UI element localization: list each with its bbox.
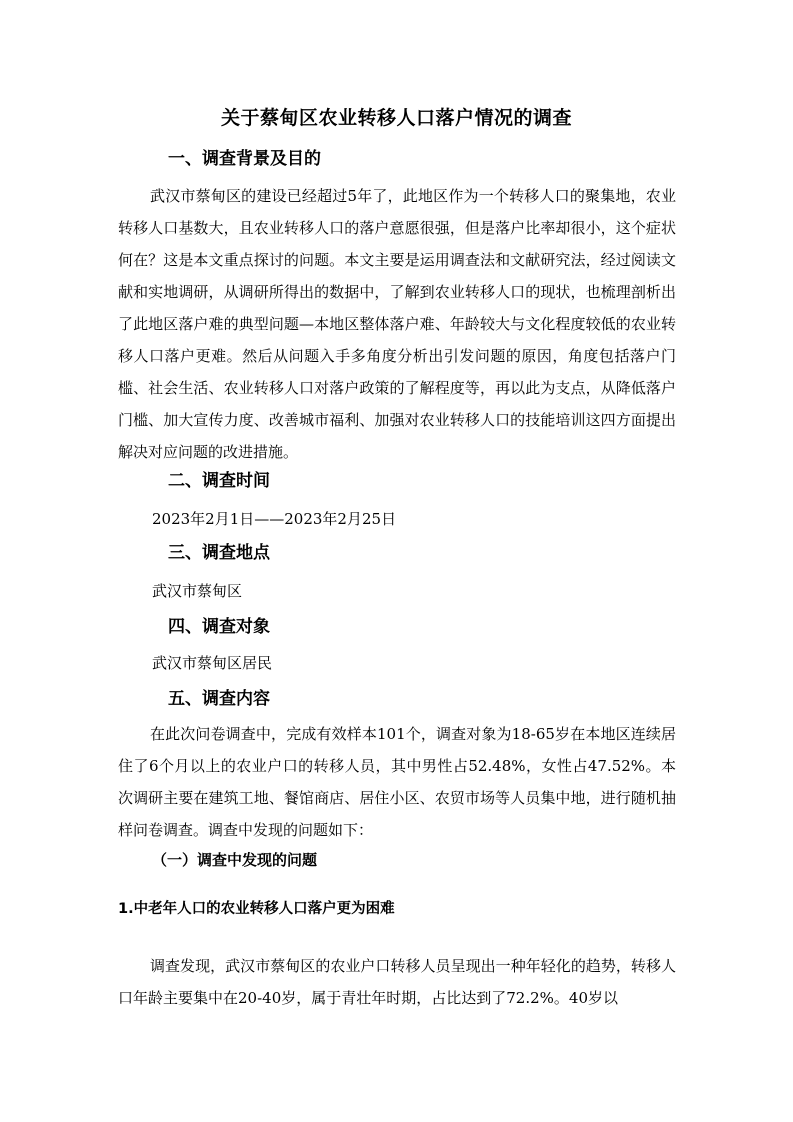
background-paragraph: 武汉市蔡甸区的建设已经超过5年了，此地区作为一个转移人口的聚集地，农业转移人口基数大，且农业转移人口的落户意愿很强，但是落户比率却很小，这个症状何在？这是本文重点探讨的问题。本文主要是运用调查法和文献研究法，经过阅读文献和实地调研，从调研所得出的数据中，了解到农业转移人口的现状，也梳理剖析出了此地区落户难的典型问题—本地区整体落户难、年龄较大与文化程度较低的农业转移人口落户更难。然后从问题入手多角度分析出引发问题的原因，角度包括落户门槛、社会生活、农业转移人口对落户政策的了解程度等，再以此为支点，从降低落户门槛、加大宣传力度、改善城市福利、加强对农业转移人口的技能培训这四方面提出解决对应问题的改进措施。 bbox=[118, 187, 676, 461]
section-heading-content: 五、调查内容 bbox=[168, 689, 270, 709]
section-heading-background: 一、调查背景及目的 bbox=[168, 149, 321, 169]
survey-location-text: 武汉市蔡甸区 bbox=[152, 582, 243, 600]
document-title: 关于蔡甸区农业转移人口落户情况的调查 bbox=[220, 107, 572, 129]
survey-subjects-text: 武汉市蔡甸区居民 bbox=[152, 654, 273, 672]
section-heading-time: 二、调查时间 bbox=[168, 471, 270, 491]
item-heading-elderly: 1.中老年人口的农业转移人口落户更为困难 bbox=[118, 901, 395, 917]
content-paragraph: 在此次问卷调查中，完成有效样本101个，调查对象为18-65岁在本地区连续居住了6个月以上的农业户口的转移人员，其中男性占52.48%，女性占47.52%。本次调研主要在建筑工地、餐馆商店、居住小区、农贸市场等人员集中地，进行随机抽样问卷调查。调查中发现的问题如下： bbox=[118, 725, 676, 839]
section-heading-subjects: 四、调查对象 bbox=[168, 617, 270, 637]
elderly-paragraph: 调查发现，武汉市蔡甸区的农业户口转移人员呈现出一种年轻化的趋势，转移人口年龄主要集中在20-40岁，属于青壮年时期，占比达到了72.2%。40岁以 bbox=[118, 957, 676, 1007]
subsection-heading-problems: （一）调查中发现的问题 bbox=[152, 851, 318, 869]
survey-time-text: 2023年2月1日——2023年2月25日 bbox=[152, 510, 397, 528]
section-heading-location: 三、调查地点 bbox=[168, 543, 270, 563]
